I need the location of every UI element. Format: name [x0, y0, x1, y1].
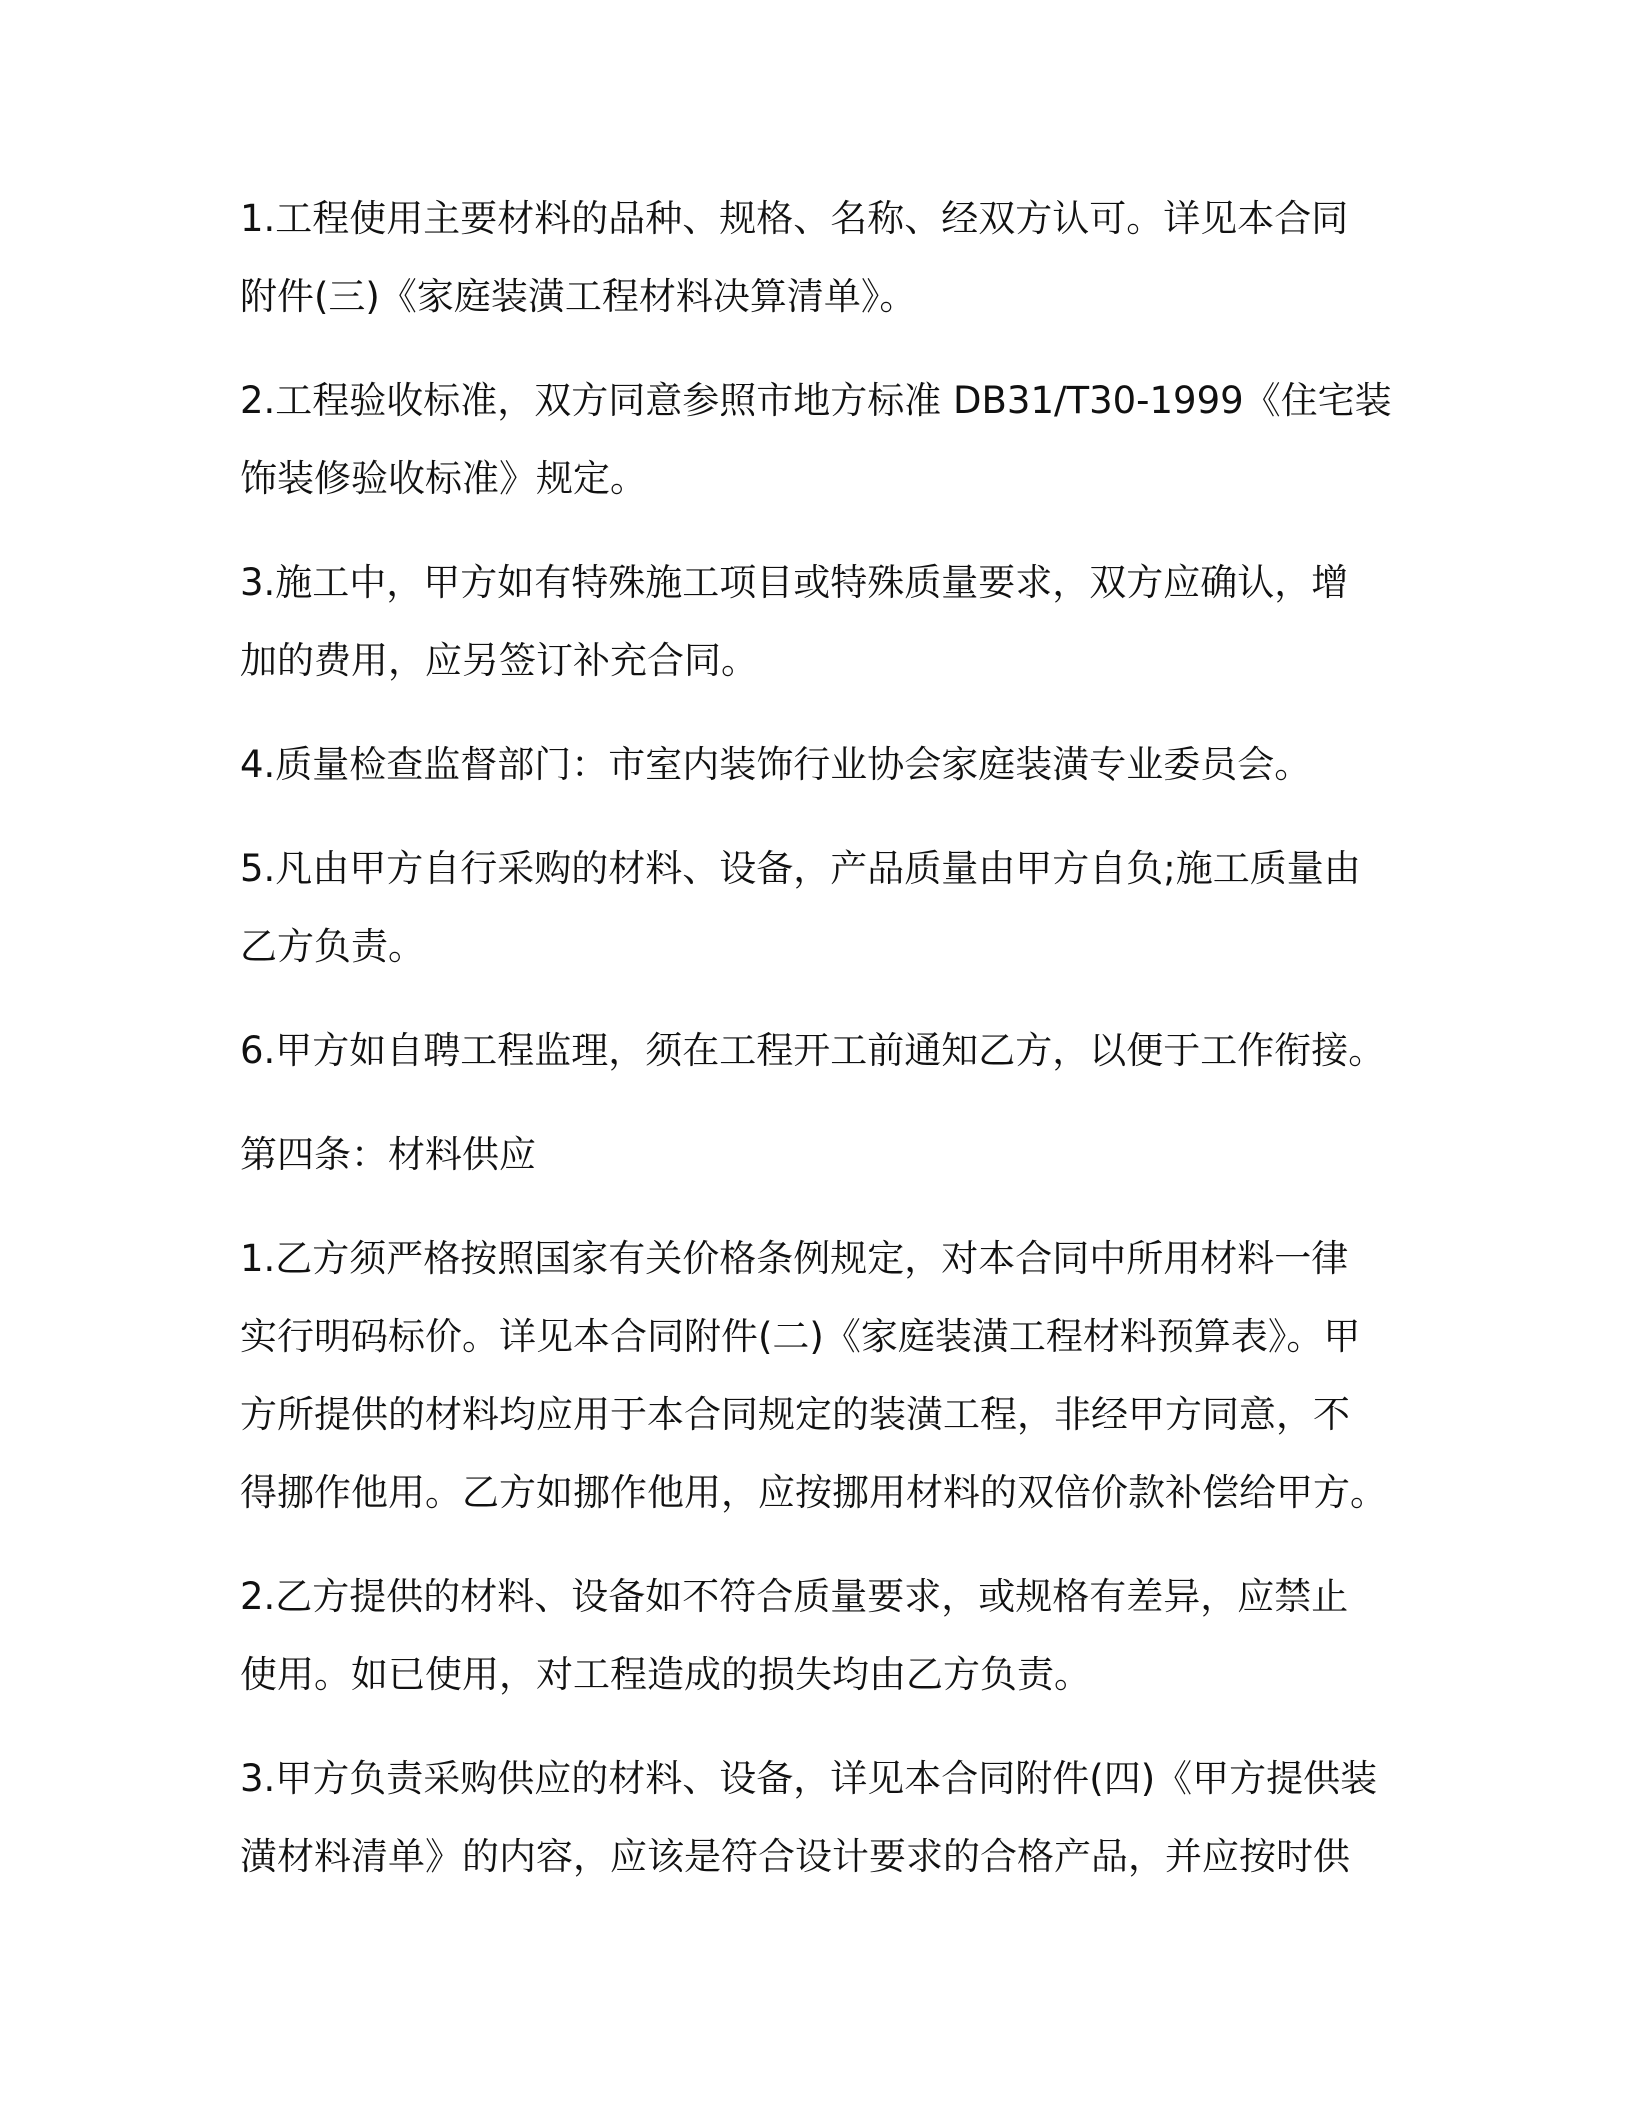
paragraph-2 — [240, 362, 1392, 518]
text-line: 实行明码标价。详见本合同附件(二)《家庭装潢工程材料预算表》。甲 — [240, 1315, 1361, 1358]
text-line: 1.乙方须严格按照国家有关价格条例规定，对本合同中所用材料一律 — [240, 1237, 1349, 1280]
paragraph-5 — [240, 830, 1385, 986]
text-line: 附件(三)《家庭装潢工程材料决算清单》。 — [240, 275, 917, 318]
text-line: 方所提供的材料均应用于本合同规定的装潢工程，非经甲方同意，不 — [240, 1393, 1350, 1436]
text-line: 3.施工中，甲方如有特殊施工项目或特殊质量要求，双方应确认，增 — [240, 561, 1349, 604]
text-line: 1.工程使用主要材料的品种、规格、名称、经双方认可。详见本合同 — [240, 197, 1349, 240]
text-line: 使用。如已使用，对工程造成的损失均由乙方负责。 — [240, 1653, 1091, 1696]
text-line: 乙方负责。 — [240, 925, 425, 968]
paragraph-8 — [240, 1220, 1385, 1532]
document-body — [240, 180, 1392, 1922]
paragraph-4 — [240, 726, 1385, 804]
text-line: 得挪作他用。乙方如挪作他用，应按挪用材料的双倍价款补偿给甲方。 — [240, 1471, 1387, 1514]
text-line: 潢材料清单》的内容，应该是符合设计要求的合格产品，并应按时供 — [240, 1835, 1350, 1878]
text-line: 5.凡由甲方自行采购的材料、设备，产品质量由甲方自负;施工质量由 — [240, 847, 1361, 890]
paragraph-10 — [240, 1740, 1385, 1896]
section-heading — [240, 1116, 1385, 1194]
paragraph-1 — [240, 180, 1385, 336]
text-line: 第四条：材料供应 — [240, 1133, 536, 1176]
paragraph-6 — [240, 1012, 1385, 1090]
text-line: 2.工程验收标准，双方同意参照市地方标准 DB31/T30-1999《住宅装 — [240, 379, 1392, 422]
text-line: 3.甲方负责采购供应的材料、设备，详见本合同附件(四)《甲方提供装 — [240, 1757, 1378, 1800]
text-line: 饰装修验收标准》规定。 — [240, 457, 647, 500]
text-line: 6.甲方如自聘工程监理，须在工程开工前通知乙方，以便于工作衔接。 — [240, 1029, 1386, 1072]
text-line: 加的费用，应另签订补充合同。 — [240, 639, 758, 682]
text-line: 2.乙方提供的材料、设备如不符合质量要求，或规格有差异，应禁止 — [240, 1575, 1349, 1618]
paragraph-3 — [240, 544, 1385, 700]
text-line: 4.质量检查监督部门：市室内装饰行业协会家庭装潢专业委员会。 — [240, 743, 1312, 786]
paragraph-9 — [240, 1558, 1385, 1714]
